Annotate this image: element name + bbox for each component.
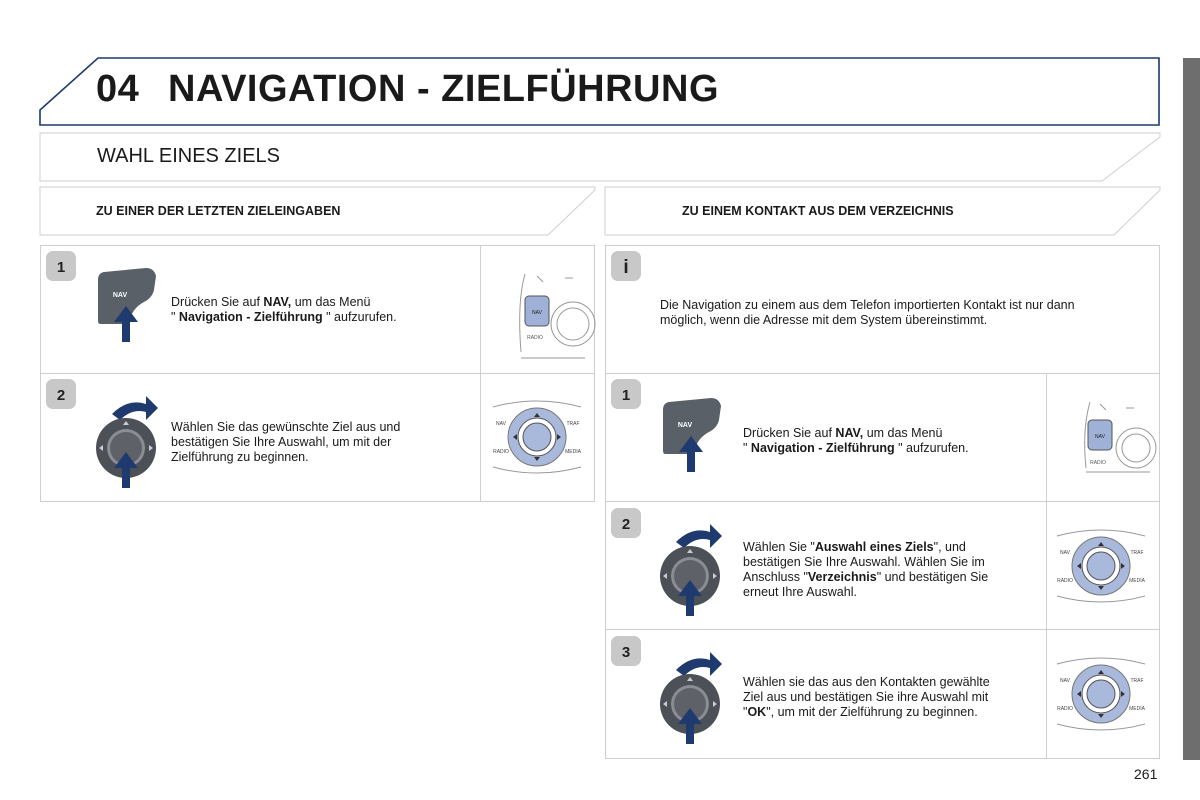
badge-right-2 [611, 508, 641, 538]
svg-text:TRAF: TRAF [1130, 550, 1144, 556]
svg-text:RADIO: RADIO [493, 449, 509, 455]
svg-text:MEDIA: MEDIA [1129, 706, 1145, 712]
svg-text:NAV: NAV [532, 310, 542, 316]
svg-text:RADIO: RADIO [1057, 578, 1073, 584]
right-subheader: ZU EINEM KONTAKT AUS DEM VERZEICHNIS [682, 204, 954, 218]
chapter-title: NAVIGATION - ZIELFÜHRUNG [168, 68, 719, 110]
badge-left-2 [46, 379, 76, 409]
right-step3-text: Wählen sie das aus den Kontakten gewählte Ziel aus und bestätigen Sie ihre Auswahl mit "OK", um mit der Zielführung zu beginnen. [743, 675, 990, 719]
svg-text:NAV: NAV [496, 421, 506, 427]
svg-text:MEDIA: MEDIA [1129, 578, 1145, 584]
right-step1-text: Drücken Sie auf NAV, um das Menü " Navigation - Zielführung " aufzurufen. [743, 426, 969, 455]
badge-right-3 [611, 636, 641, 666]
svg-text:RADIO: RADIO [527, 335, 543, 341]
svg-text:1: 1 [56, 259, 66, 276]
svg-text:RADIO: RADIO [1057, 706, 1073, 712]
left-step2-text: Wählen Sie das gewünschte Ziel aus und bestätigen Sie Ihre Auswahl, um mit der Zielführung zu beginnen. [171, 420, 401, 464]
svg-text:NAV: NAV [1060, 550, 1070, 556]
chapter-number: 04 [96, 68, 140, 110]
chapter-edge-tab [1183, 58, 1200, 760]
svg-text:NAV: NAV [1095, 434, 1105, 440]
badge-right-1 [611, 379, 641, 409]
badge-left-1 [46, 251, 76, 281]
svg-text:3: 3 [621, 644, 631, 661]
svg-text:NAV: NAV [677, 422, 693, 429]
svg-text:NAV: NAV [112, 292, 128, 299]
left-subheader: ZU EINER DER LETZTEN ZIELEINGABEN [96, 204, 341, 218]
svg-text:1: 1 [621, 387, 631, 404]
left-step1-text: Drücken Sie auf NAV, um das Menü " Navigation - Zielführung " aufzurufen. [171, 295, 397, 324]
info-text: Die Navigation zu einem aus dem Telefon importierten Kontakt ist nur dann möglich, wenn die Adresse mit dem System übereinstimmt. [660, 298, 1075, 327]
svg-text:NAV: NAV [1060, 678, 1070, 684]
svg-text:RADIO: RADIO [1090, 460, 1106, 466]
page-number: 261 [1134, 766, 1158, 782]
svg-text:TRAF: TRAF [566, 421, 580, 427]
svg-text:2: 2 [621, 516, 631, 533]
svg-text:2: 2 [56, 387, 66, 404]
svg-text:MEDIA: MEDIA [565, 449, 581, 455]
badge-info [611, 251, 641, 281]
section-title: WAHL EINES ZIELS [97, 145, 281, 167]
right-step2-text: Wählen Sie "Auswahl eines Ziels", und bestätigen Sie Ihre Auswahl. Wählen Sie im Anschluss "Verzeichnis" und bestätigen Sie erneut Ihre Auswahl. [743, 540, 989, 599]
svg-text:TRAF: TRAF [1130, 678, 1144, 684]
svg-text:i: i [623, 257, 629, 278]
